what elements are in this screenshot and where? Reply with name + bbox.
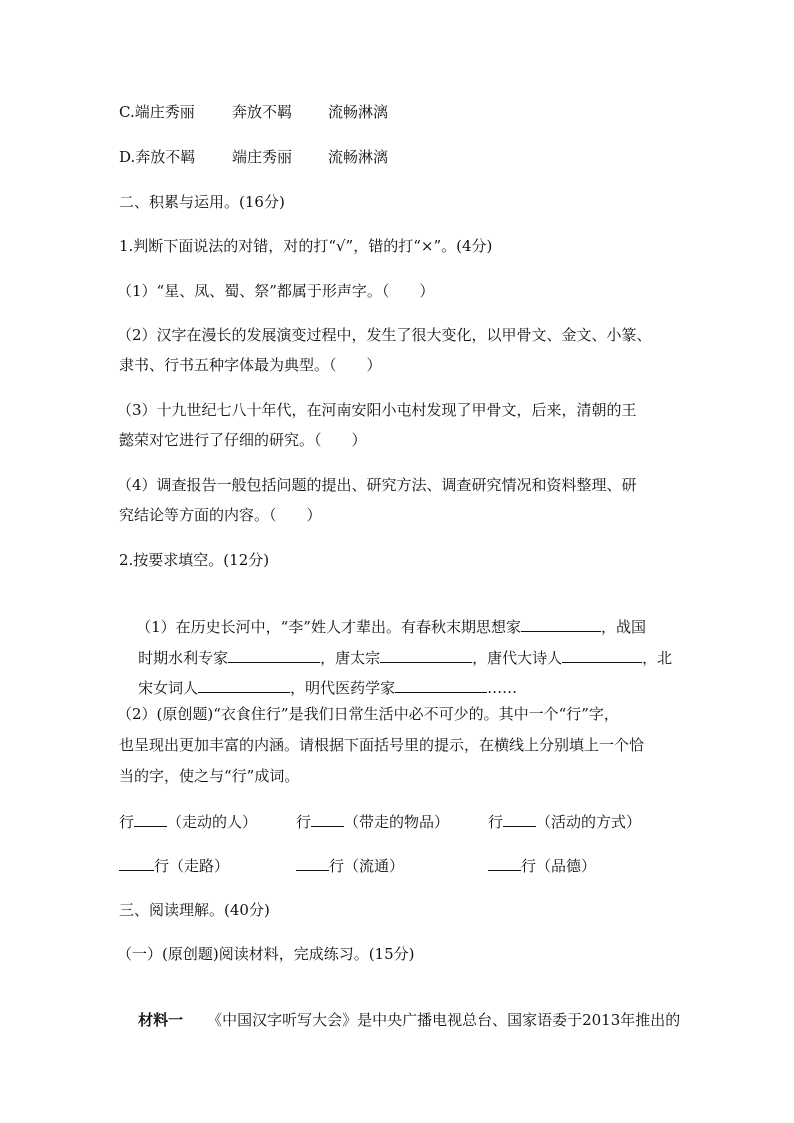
q1-item-4-line2: 究结论等方面的内容。（ ） bbox=[119, 506, 322, 524]
fill-3-post: （活动的方式） bbox=[536, 813, 642, 831]
material-text: 《中国汉字听写大会》是中央广播电视总台、国家语委于2013年推出的 bbox=[207, 1011, 681, 1029]
blank-fill-3[interactable] bbox=[503, 810, 536, 827]
fill-6 bbox=[488, 854, 596, 876]
option-d-label: D.奔放不羁 bbox=[119, 148, 196, 166]
q2-p2-line3: 当的字，使之与“行”成词。 bbox=[119, 767, 300, 785]
q2-p2-line2: 也呈现出更加丰富的内涵。请根据下面括号里的提示，在横线上分别填上一个恰 bbox=[119, 736, 645, 754]
fill-3-pre: 行 bbox=[488, 813, 504, 831]
option-d-b: 端庄秀丽 bbox=[232, 148, 293, 166]
q1-stem: 1.判断下面说法的对错，对的打“√”，错的打“×”。(4分) bbox=[119, 237, 493, 255]
material-line bbox=[119, 990, 680, 1050]
q2-p2-line1: （2）(原创题)“衣食住行”是我们日常生活中必不可少的。其中一个“行”字， bbox=[117, 705, 619, 723]
q2-p1-text-c: 时期水利专家 bbox=[138, 649, 229, 667]
blank-doctor[interactable] bbox=[395, 676, 487, 693]
q2-p1-text-d: ，唐太宗 bbox=[320, 649, 381, 667]
section3-sub1: （一）(原创题)阅读材料，完成练习。(15分) bbox=[117, 945, 415, 963]
q2-stem: 2.按要求填空。(12分) bbox=[119, 551, 270, 569]
fill-1-post: （走动的人） bbox=[167, 813, 258, 831]
q1-item-3-line2: 懿荣对它进行了仔细的研究。（ ） bbox=[119, 431, 367, 449]
blank-fill-1[interactable] bbox=[134, 810, 167, 827]
q1-item-2-line1: （2）汉字在漫长的发展演变过程中，发生了很大变化，以甲骨文、金文、小篆、 bbox=[117, 326, 652, 344]
q2-p1-text-a: （1）在历史长河中，“李”姓人才辈出。有春秋末期思想家 bbox=[136, 618, 521, 636]
q1-item-1: （1）“星、凤、蜀、祭”都属于形声字。（ ） bbox=[117, 282, 435, 300]
fill-4 bbox=[119, 854, 229, 876]
section3-heading: 三、阅读理解。(40分) bbox=[119, 901, 270, 919]
fill-4-post: 行（走路） bbox=[154, 857, 230, 875]
fill-3 bbox=[488, 810, 641, 832]
option-d-c: 流畅淋漓 bbox=[328, 148, 389, 166]
blank-fill-5[interactable] bbox=[296, 854, 329, 871]
fill-2 bbox=[296, 810, 449, 832]
q2-p1-text-i: …… bbox=[487, 679, 518, 697]
option-c-label: C.端庄秀丽 bbox=[119, 103, 195, 121]
q1-item-4-line1: （4）调查报告一般包括问题的提出、研究方法、调查研究情况和资料整理、研 bbox=[117, 476, 637, 494]
q2-p1-text-b: ，战国 bbox=[600, 618, 646, 636]
fill-2-pre: 行 bbox=[296, 813, 312, 831]
q1-item-3-line1: （3）十九世纪七八十年代，在河南安阳小屯村发现了甲骨文，后来，清朝的王 bbox=[117, 401, 637, 419]
fill-1-pre: 行 bbox=[119, 813, 135, 831]
blank-fill-4[interactable] bbox=[119, 854, 154, 871]
q2-p1-text-e: ，唐代大诗人 bbox=[472, 649, 563, 667]
option-c-c: 流畅淋漓 bbox=[328, 103, 389, 121]
fill-6-post: 行（品德） bbox=[521, 857, 597, 875]
q2-p1-text-f: ，北 bbox=[642, 649, 673, 667]
blank-poet[interactable] bbox=[562, 646, 642, 663]
q2-p1-text-g: 宋女词人 bbox=[138, 679, 199, 697]
option-c-b: 奔放不羁 bbox=[232, 103, 293, 121]
q1-item-2-line2: 隶书、行书五种字体最为典型。（ ） bbox=[119, 356, 382, 374]
blank-fill-2[interactable] bbox=[311, 810, 344, 827]
fill-1 bbox=[119, 810, 257, 832]
blank-ci-poet[interactable] bbox=[198, 676, 290, 693]
fill-5-post: 行（流通） bbox=[329, 857, 405, 875]
fill-2-post: （带走的物品） bbox=[344, 813, 450, 831]
material-label: 材料一 bbox=[138, 1011, 184, 1029]
fill-5 bbox=[296, 854, 404, 876]
blank-fill-6[interactable] bbox=[488, 854, 521, 871]
section2-heading: 二、积累与运用。(16分) bbox=[119, 193, 285, 211]
q2-p1-text-h: ，明代医药学家 bbox=[290, 679, 396, 697]
